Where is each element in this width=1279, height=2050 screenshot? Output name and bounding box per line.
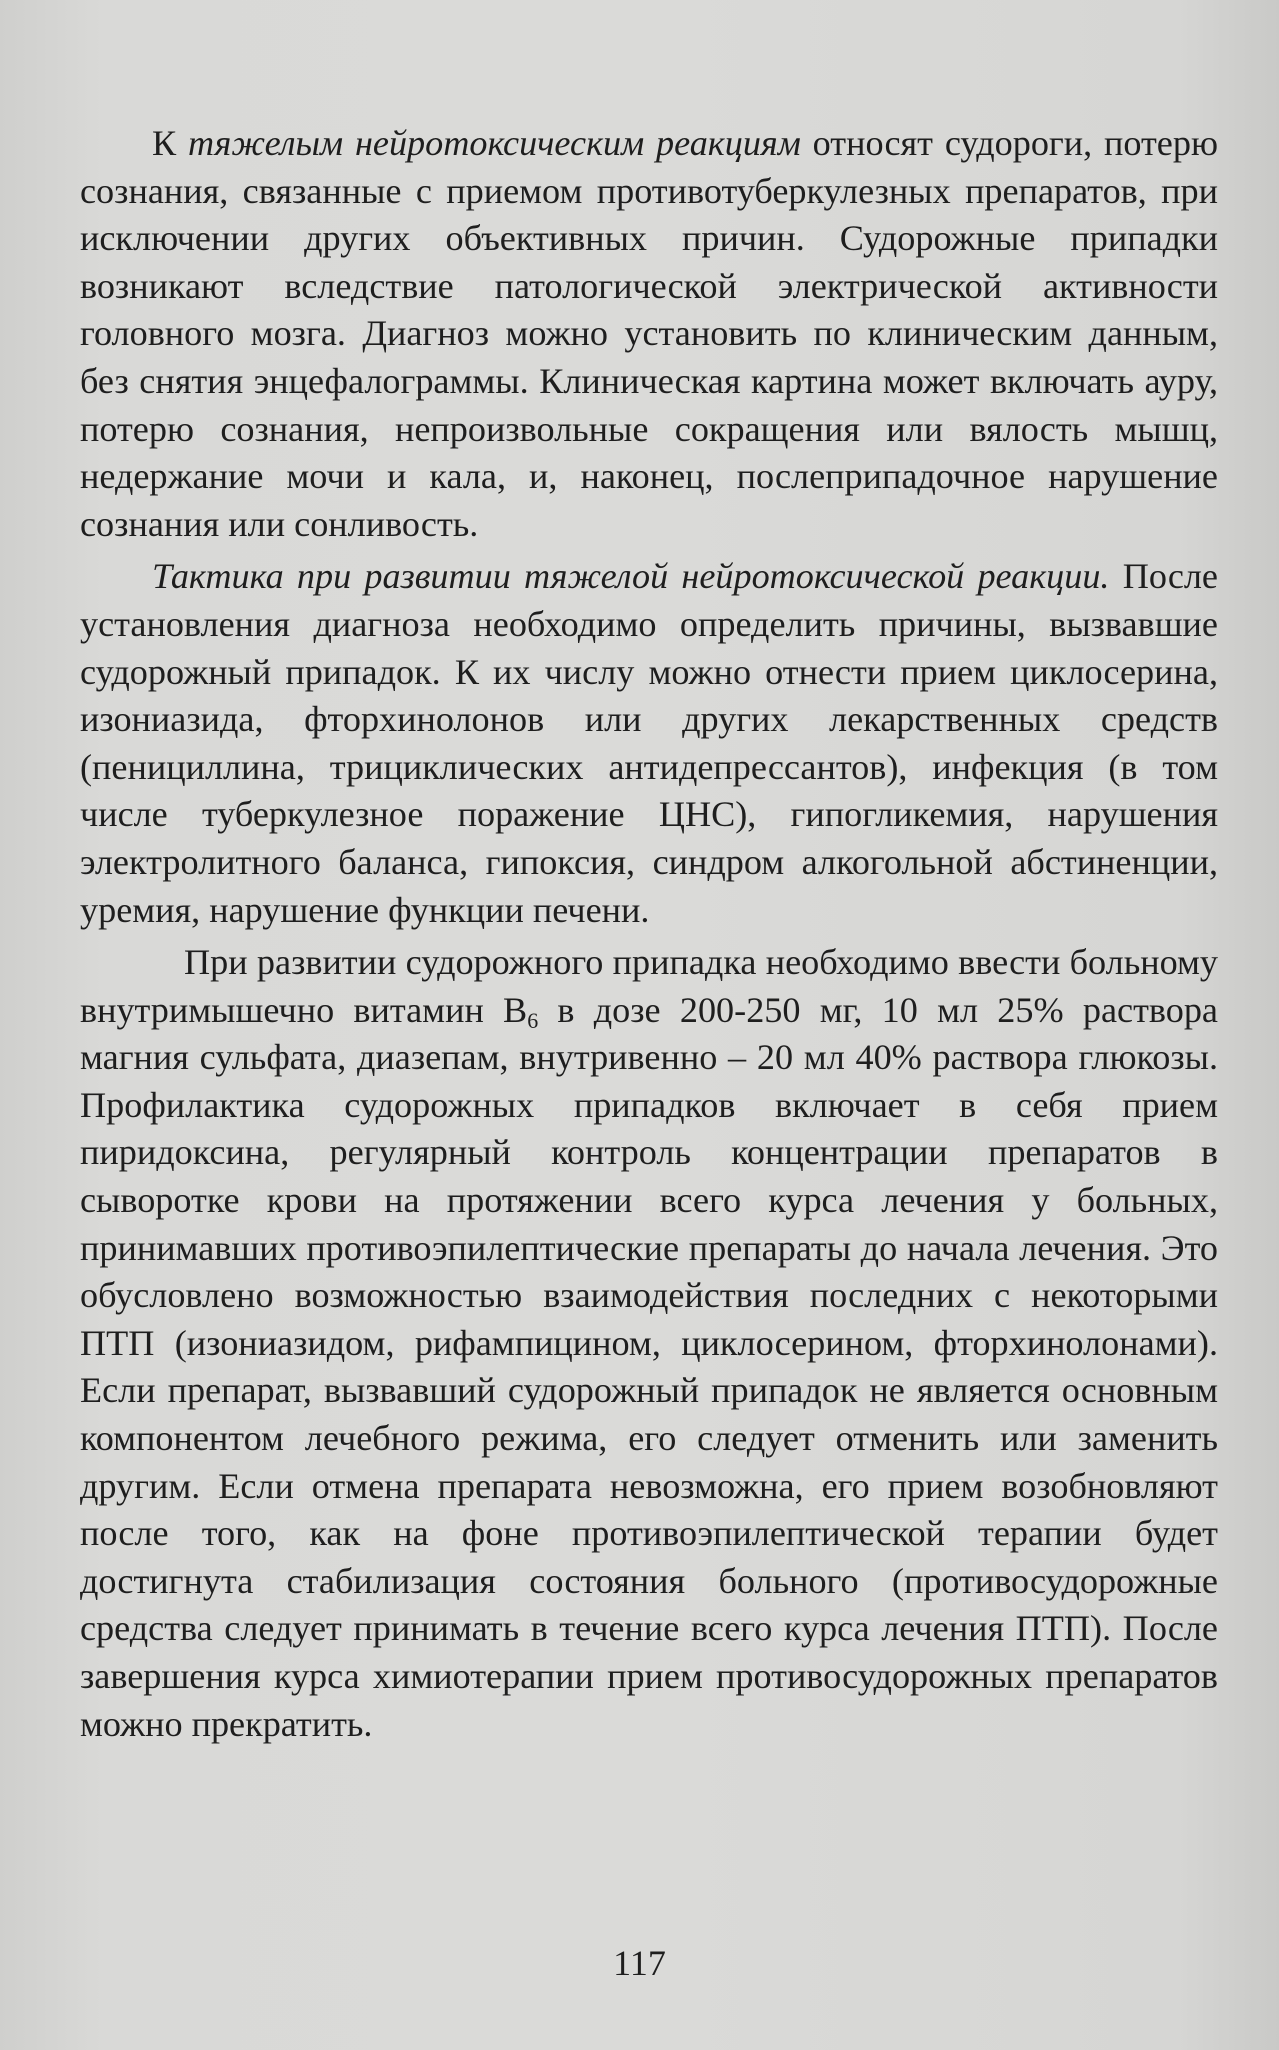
paragraph-text: в дозе 200-250 мг, 10 мл 25% раствора магния сульфата, диазепам, внутривенно – 20 мл 40% раствора глюкозы. Профилактика судорожных припадков включает в себя прием пиридоксина, регулярный контроль концентрации препаратов в сыворотке крови на протяжении всего курса лечения у больных, принимавших противоэпилептические препараты до начала лечения. Это обусловлено возможностью взаимодействия последних с некоторыми ПТП (изониазидом, рифампицином, циклосерином, фторхинолонами). Если препарат, вызвавший судорожный припадок не является основным компонентом лечебного режима, его следует отменить или заменить другим. Если отмена препарата невозможна, его прием возобновляют после того, как на фоне противоэпилептической терапии будет достигнута стабилизация состояния больного (противосудорожные средства следует принимать в течение всего курса лечения ПТП). После завершения курса химиотерапии прием противосудорожных препаратов можно прекратить. bbox=[80, 989, 1218, 1744]
paragraph-neurotoxic-reactions bbox=[80, 120, 1218, 548]
paragraph-lead: К bbox=[152, 123, 188, 163]
body-text bbox=[80, 120, 1218, 1748]
paragraph-seizure-treatment bbox=[80, 939, 1218, 1748]
paragraph-text: относят судороги, потерю сознания, связанные с приемом противотуберкулезных препаратов, при исключении других объективных причин. Судорожные припадки возникают вследствие патологической электрической активности головного мозга. Диагноз можно установить по клиническим данным, без снятия энцефалограммы. Клиническая картина может включать ауру, потерю сознания, непроизвольные сокращения или вялость мышц, недержание мочи и кала, и, наконец, послеприпадочное нарушение сознания или сонливость. bbox=[80, 123, 1218, 544]
paragraph-text: После установления диагноза необходимо определить причины, вызвавшие судорожный припадок. К их числу можно отнести прием циклосерина, изониазида, фторхинолонов или других лекарственных средств (пенициллина, трициклических антидепрессантов), инфекция (в том числе туберкулезное поражение ЦНС), гипогликемия, нарушения электролитного баланса, гипоксия, синдром алкогольной абстиненции, уремия, нарушение функции печени. bbox=[80, 556, 1218, 930]
paragraph-text: При развитии судорожного припадка необходимо ввести больному внутримышечно витамин В bbox=[80, 942, 1218, 1030]
term-severe-neurotoxic-reactions: тяжелым нейротоксическим реакциям bbox=[187, 123, 801, 163]
heading-tactics: Тактика при развитии тяжелой нейротоксической реакции. bbox=[152, 556, 1110, 597]
vitamin-subscript: 6 bbox=[527, 1007, 539, 1033]
paragraph-tactics bbox=[80, 553, 1218, 934]
page-number: 117 bbox=[613, 1943, 666, 1983]
